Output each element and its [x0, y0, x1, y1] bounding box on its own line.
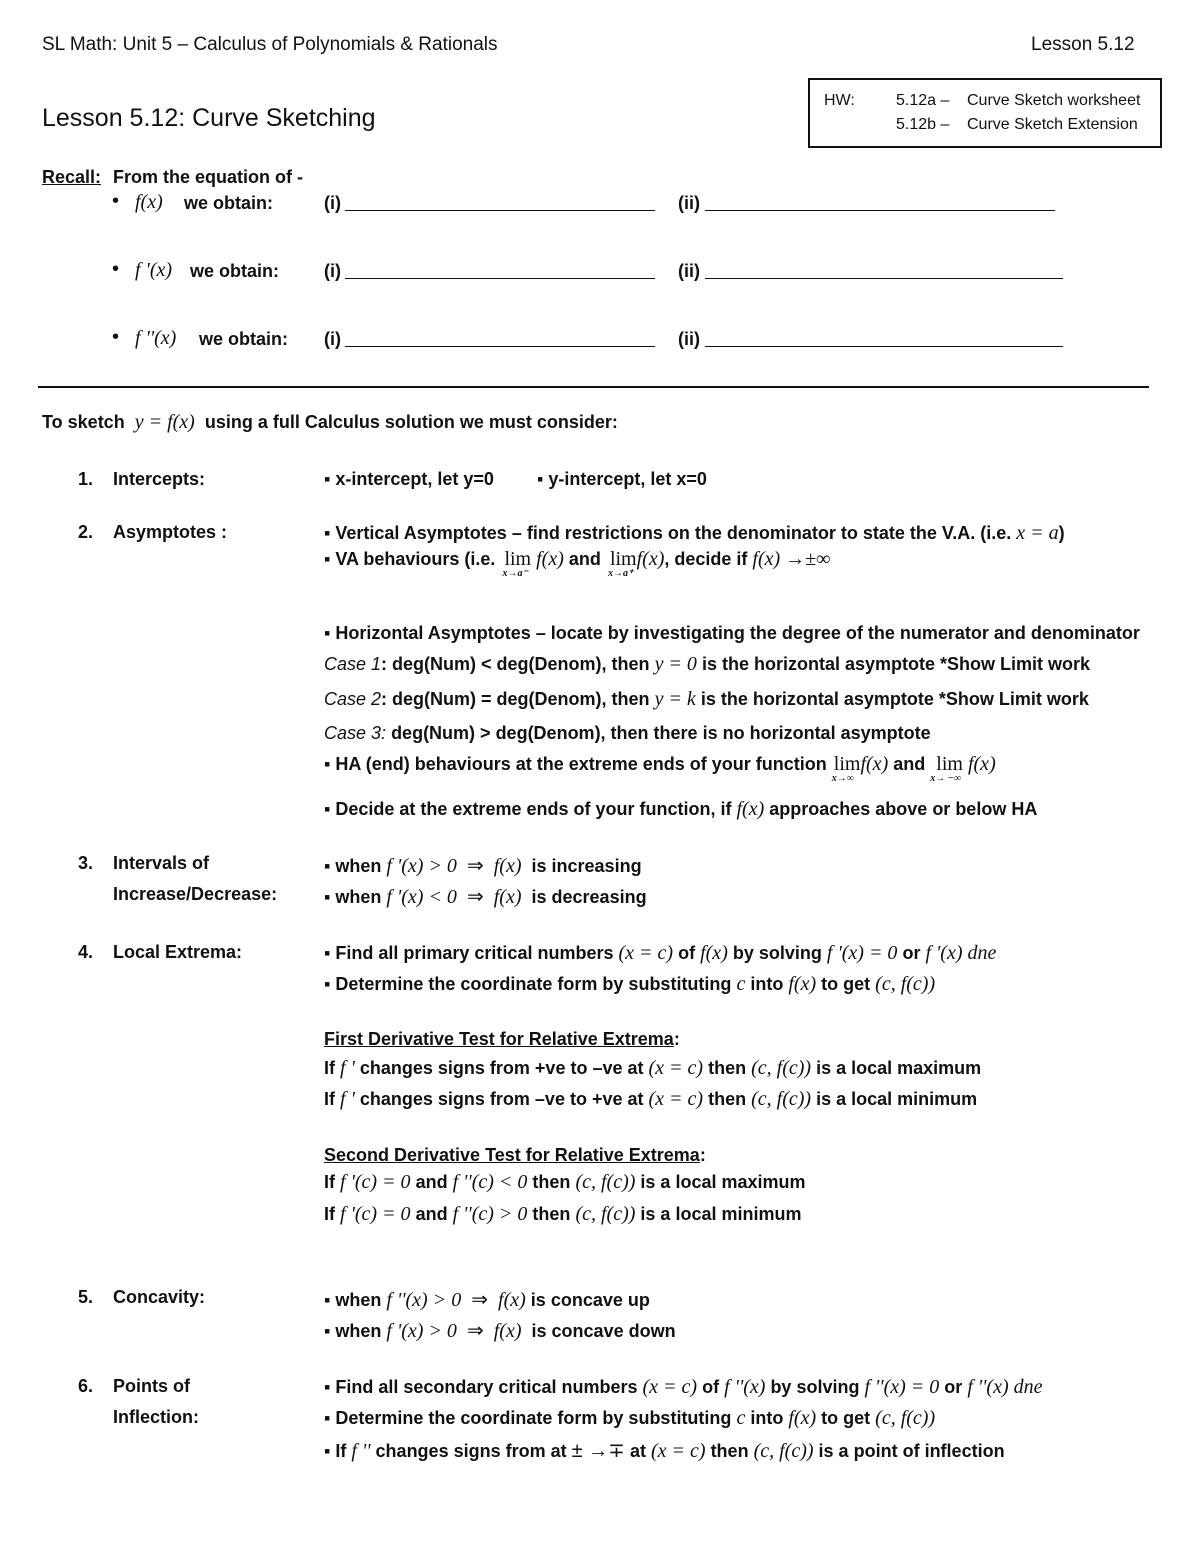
secondary-critical-line: ▪ Find all secondary critical numbers (x = c) of f ''(x) by solving f ''(x) = 0 or f ''(x) dne — [324, 1376, 1043, 1398]
item-number: 1. — [78, 469, 94, 489]
hw-desc-a: Curve Sketch worksheet — [967, 92, 1141, 109]
primary-critical-line: ▪ Find all primary critical numbers (x = c) of f(x) by solving f '(x) = 0 or f '(x) dne — [324, 942, 997, 964]
item-number: 5. — [78, 1287, 94, 1307]
recall-text: we obtain: — [199, 329, 288, 349]
recall-i: (i) — [324, 329, 341, 349]
recall-label: Recall: — [42, 167, 102, 187]
hw-code-b: 5.12b – — [896, 116, 950, 133]
decide-line: ▪ Decide at the extreme ends of your function, if f(x) approaches above or below HA — [324, 798, 1038, 820]
item-number: 2. — [78, 522, 94, 542]
concave-down-line: ▪ when f '(x) > 0 ⇒ f(x) is concave down — [324, 1320, 676, 1342]
intercepts-label: Intercepts: — [113, 469, 206, 489]
blank-line[interactable] — [345, 264, 655, 279]
bullet: • — [112, 190, 120, 212]
increasing-line: ▪ when f '(x) > 0 ⇒ f(x) is increasing — [324, 855, 642, 877]
x-intercept-text: ▪ x-intercept, let y=0 — [324, 469, 494, 489]
lesson-header: Lesson 5.12 — [1031, 34, 1135, 55]
homework-box — [808, 78, 1162, 148]
bullet: • — [112, 258, 120, 280]
recall-i: (i) — [324, 193, 341, 213]
case-2-line: Case 2: deg(Num) = deg(Denom), then y = k is the horizontal asymptote *Show Limit work — [324, 688, 1089, 710]
asymptotes-label: Asymptotes : — [113, 522, 228, 542]
recall-ii: (ii) — [678, 261, 700, 281]
hw-desc-b: Curve Sketch Extension — [967, 116, 1138, 133]
second-derivative-test-heading: Second Derivative Test for Relative Extrema: — [324, 1145, 706, 1165]
bullet: • — [112, 326, 120, 348]
item-number: 6. — [78, 1376, 94, 1396]
blank-line[interactable] — [705, 264, 1063, 279]
hw-code-a: 5.12a – — [896, 92, 950, 109]
item-number: 3. — [78, 853, 94, 873]
recall-intro: From the equation of - — [113, 167, 303, 187]
course-header: SL Math: Unit 5 – Calculus of Polynomials & Rationals — [42, 34, 498, 55]
concave-up-line: ▪ when f ''(x) > 0 ⇒ f(x) is concave up — [324, 1289, 650, 1311]
ha-behaviour-line: ▪ HA (end) behaviours at the extreme ends of your function lim x→∞ f(x) and lim x→ −∞ f(x) — [324, 753, 996, 784]
first-derivative-test-heading: First Derivative Test for Relative Extrema: — [324, 1029, 680, 1049]
va-behaviour-line: ▪ VA behaviours (i.e. lim x→a⁻ f(x) and lim x→a⁺ f(x), decide if f(x) →±∞ — [324, 548, 831, 579]
sdt-max-line: If f '(c) = 0 and f ''(c) < 0 then (c, f(c)) is a local maximum — [324, 1171, 806, 1193]
blank-line[interactable] — [345, 196, 655, 211]
fdt-min-line: If f ' changes signs from –ve to +ve at (x = c) then (c, f(c)) is a local minimum — [324, 1088, 978, 1110]
case-1-line: Case 1: deg(Num) < deg(Denom), then y = 0 is the horizontal asymptote *Show Limit work — [324, 653, 1090, 675]
recall-text: we obtain: — [190, 261, 279, 281]
hw-label: HW: — [824, 92, 855, 109]
coordinate-form-line: ▪ Determine the coordinate form by substituting c into f(x) to get (c, f(c)) — [324, 973, 936, 995]
inflection-label: Points of — [113, 1376, 190, 1396]
horizontal-asymptote-line: ▪ Horizontal Asymptotes – locate by investigating the degree of the numerator and denominator — [324, 623, 1140, 643]
blank-line[interactable] — [705, 332, 1063, 347]
case-3-line: Case 3: deg(Num) > deg(Denom), then there is no horizontal asymptote — [324, 723, 931, 743]
item-number: 4. — [78, 942, 94, 962]
inflection-rule-line: ▪ If f '' changes signs from at ± →∓ at (x = c) then (c, f(c)) is a point of inflection — [324, 1440, 1005, 1462]
local-extrema-label: Local Extrema: — [113, 942, 243, 962]
concavity-label: Concavity: — [113, 1287, 206, 1307]
recall-ii: (ii) — [678, 329, 700, 349]
y-intercept-text: ▪ y-intercept, let x=0 — [537, 469, 707, 489]
fdt-max-line: If f ' changes signs from +ve to –ve at (x = c) then (c, f(c)) is a local maximum — [324, 1057, 982, 1079]
intro-line: To sketch y = f(x) using a full Calculus solution we must consider: — [42, 411, 618, 433]
inflection-label-2: Inflection: — [113, 1407, 199, 1427]
intervals-label-2: Increase/Decrease: — [113, 884, 278, 904]
recall-text: we obtain: — [184, 193, 273, 213]
page-title: Lesson 5.12: Curve Sketching — [42, 104, 376, 132]
decreasing-line: ▪ when f '(x) < 0 ⇒ f(x) is decreasing — [324, 886, 647, 908]
recall-ii: (ii) — [678, 193, 700, 213]
intervals-label: Intervals of — [113, 853, 210, 873]
recall-fn: f '(x) — [135, 259, 173, 281]
recall-i: (i) — [324, 261, 341, 281]
section-divider — [38, 386, 1149, 388]
vertical-asymptote-line: ▪ Vertical Asymptotes – find restrictions on the denominator to state the V.A. (i.e. x = a) — [324, 522, 1065, 544]
recall-fn: f ''(x) — [135, 327, 177, 349]
recall-fn: f(x) — [135, 191, 163, 213]
inflection-coordinate-line: ▪ Determine the coordinate form by substituting c into f(x) to get (c, f(c)) — [324, 1407, 936, 1429]
sdt-min-line: If f '(c) = 0 and f ''(c) > 0 then (c, f(c)) is a local minimum — [324, 1203, 802, 1225]
blank-line[interactable] — [705, 196, 1055, 211]
blank-line[interactable] — [345, 332, 655, 347]
